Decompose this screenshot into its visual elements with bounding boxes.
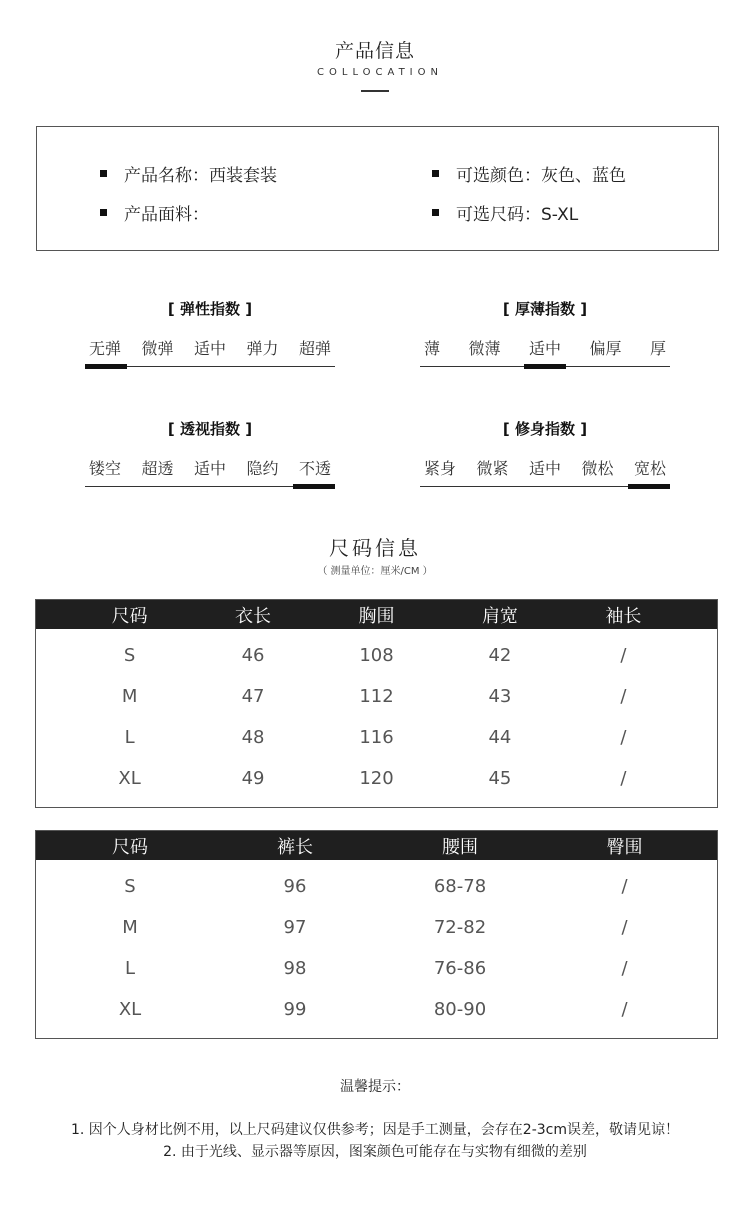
table-header-row bbox=[36, 831, 717, 860]
table-header-row bbox=[36, 600, 717, 629]
table-cell: / bbox=[620, 727, 627, 748]
table-cell: 47 bbox=[241, 686, 265, 707]
table-cell: 98 bbox=[283, 958, 307, 979]
index-option: 适中 bbox=[193, 459, 226, 478]
product-material: 产品面料： bbox=[124, 205, 209, 225]
table-row bbox=[36, 758, 717, 799]
table-cell: / bbox=[621, 999, 628, 1020]
index-option: 不透 bbox=[298, 459, 331, 478]
index-option: 弹力 bbox=[246, 339, 279, 358]
index-options bbox=[85, 456, 335, 479]
product-sizes: 可选尺码：S-XL bbox=[456, 205, 579, 225]
table-cell: L bbox=[124, 958, 136, 979]
table-row bbox=[36, 907, 717, 948]
table-cell: 48 bbox=[241, 727, 265, 748]
thickness-index bbox=[420, 298, 670, 378]
table-header-cell: 腰围 bbox=[442, 836, 478, 858]
table-header-cell: 臀围 bbox=[606, 836, 643, 858]
table-cell: M bbox=[122, 917, 138, 938]
index-option: 无弹 bbox=[89, 339, 122, 358]
page-subtitle: COLLOCATION bbox=[317, 67, 443, 78]
product-name: 产品名称：西装套装 bbox=[124, 166, 277, 186]
index-title: [ 厚薄指数 ] bbox=[502, 300, 588, 318]
table-cell: / bbox=[620, 686, 627, 707]
index-option: 微薄 bbox=[468, 339, 501, 358]
product-info-box bbox=[36, 126, 719, 251]
table-row bbox=[36, 948, 717, 989]
product-name-item bbox=[100, 161, 277, 186]
table-cell: 68-78 bbox=[433, 876, 487, 897]
index-option: 厚 bbox=[649, 339, 666, 358]
table-cell: XL bbox=[118, 768, 141, 789]
table-header-cell: 衣长 bbox=[235, 605, 272, 627]
table-row bbox=[36, 866, 717, 907]
index-option: 超弹 bbox=[298, 339, 331, 358]
table-cell: 76-86 bbox=[433, 958, 487, 979]
index-title: [ 透视指数 ] bbox=[167, 420, 253, 438]
product-sizes-item bbox=[432, 200, 578, 225]
size-info-unit: （ 测量单位：厘米/CM ） bbox=[317, 566, 433, 577]
table-cell: 45 bbox=[488, 768, 512, 789]
table-header-cell: 尺码 bbox=[111, 605, 148, 627]
table-cell: M bbox=[121, 686, 138, 707]
table-cell: 72-82 bbox=[433, 917, 487, 938]
table-body bbox=[36, 860, 717, 1030]
bullet-icon bbox=[100, 170, 107, 177]
fit-index bbox=[420, 418, 670, 498]
size-info-title: 尺码信息 bbox=[329, 536, 421, 560]
index-option: 微弹 bbox=[141, 339, 174, 358]
table-cell: 46 bbox=[241, 645, 265, 666]
index-option: 紧身 bbox=[424, 459, 457, 478]
transparency-index bbox=[85, 418, 335, 498]
table-header-cell: 胸围 bbox=[358, 605, 395, 627]
table-cell: 97 bbox=[283, 917, 307, 938]
table-body bbox=[36, 629, 717, 799]
table-cell: 80-90 bbox=[433, 999, 487, 1020]
table-cell: 116 bbox=[359, 727, 394, 748]
table-row bbox=[36, 635, 717, 676]
table-cell: / bbox=[621, 917, 628, 938]
table-header-cell: 肩宽 bbox=[481, 605, 518, 627]
table-header-cell: 尺码 bbox=[112, 836, 148, 858]
index-option: 偏厚 bbox=[589, 339, 622, 358]
table-cell: L bbox=[124, 727, 135, 748]
table-cell: 96 bbox=[283, 876, 307, 897]
product-colors-item bbox=[432, 161, 626, 186]
index-title: [ 修身指数 ] bbox=[502, 420, 588, 438]
product-colors: 可选颜色：灰色、蓝色 bbox=[456, 166, 626, 186]
top-size-table bbox=[35, 599, 718, 808]
tips-title: 温馨提示： bbox=[340, 1079, 410, 1095]
table-row bbox=[36, 717, 717, 758]
table-cell: / bbox=[621, 958, 628, 979]
bullet-icon bbox=[432, 209, 439, 216]
table-cell: 49 bbox=[241, 768, 265, 789]
index-options bbox=[420, 456, 670, 479]
table-cell: / bbox=[620, 768, 627, 789]
title-divider bbox=[361, 90, 389, 92]
index-options bbox=[85, 336, 335, 359]
index-option: 宽松 bbox=[633, 459, 666, 478]
index-option: 薄 bbox=[424, 339, 441, 358]
index-option: 隐约 bbox=[246, 459, 279, 478]
index-selected-marker bbox=[524, 364, 566, 369]
index-option: 微松 bbox=[581, 459, 614, 478]
bullet-icon bbox=[100, 209, 107, 216]
table-cell: / bbox=[620, 645, 627, 666]
index-selected-marker bbox=[85, 364, 127, 369]
index-selected-marker bbox=[628, 484, 670, 489]
tip-line-1: 1. 因个人身材比例不用，以上尺码建议仅供参考；因是手工测量，会存在2-3cm误差，敬请见谅！ bbox=[70, 1122, 679, 1138]
index-option: 适中 bbox=[528, 459, 561, 478]
table-row bbox=[36, 989, 717, 1030]
table-cell: 99 bbox=[283, 999, 307, 1020]
table-cell: 42 bbox=[488, 645, 512, 666]
elasticity-index bbox=[85, 298, 335, 378]
table-cell: 44 bbox=[488, 727, 512, 748]
page-title: 产品信息 bbox=[334, 40, 415, 62]
tip-line-2: 2. 由于光线、显示器等原因，图案颜色可能存在与实物有细微的差别 bbox=[163, 1144, 587, 1160]
table-cell: 112 bbox=[359, 686, 394, 707]
index-options bbox=[420, 336, 670, 359]
table-cell: / bbox=[621, 876, 628, 897]
table-cell: S bbox=[123, 645, 136, 666]
index-option: 镂空 bbox=[89, 459, 122, 478]
index-option: 适中 bbox=[528, 339, 561, 358]
table-cell: 120 bbox=[359, 768, 394, 789]
index-title: [ 弹性指数 ] bbox=[167, 300, 253, 318]
index-option: 超透 bbox=[141, 459, 174, 478]
bottom-size-table bbox=[35, 830, 718, 1039]
index-option: 微紧 bbox=[476, 459, 509, 478]
table-cell: 108 bbox=[359, 645, 394, 666]
table-row bbox=[36, 676, 717, 717]
table-header-cell: 裤长 bbox=[277, 836, 313, 858]
table-cell: XL bbox=[118, 999, 142, 1020]
bullet-icon bbox=[432, 170, 439, 177]
table-cell: S bbox=[124, 876, 136, 897]
table-header-cell: 袖长 bbox=[605, 605, 642, 627]
index-selected-marker bbox=[293, 484, 335, 489]
table-cell: 43 bbox=[488, 686, 512, 707]
index-option: 适中 bbox=[193, 339, 226, 358]
product-material-item bbox=[100, 200, 209, 225]
